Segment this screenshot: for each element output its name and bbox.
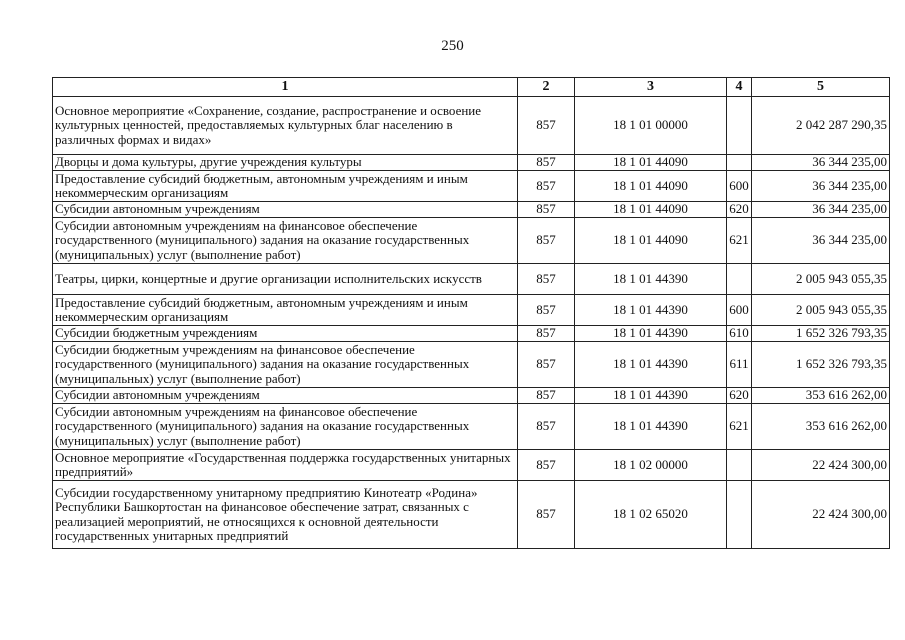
table-row — [53, 171, 890, 202]
header-col-3: 3 — [575, 78, 727, 97]
row-ved: 857 — [518, 155, 575, 171]
table-row — [53, 264, 890, 295]
row-ved: 857 — [518, 326, 575, 342]
row-amount: 1 652 326 793,35 — [752, 326, 890, 342]
row-csr: 18 1 01 44390 — [575, 342, 727, 388]
row-vr — [727, 264, 752, 295]
row-name: Субсидии бюджетным учреждениям — [53, 326, 518, 342]
row-vr: 600 — [727, 171, 752, 202]
row-name: Субсидии автономным учреждениям — [53, 388, 518, 404]
row-vr — [727, 97, 752, 155]
row-csr: 18 1 01 44390 — [575, 264, 727, 295]
row-csr: 18 1 01 44090 — [575, 171, 727, 202]
row-amount: 2 042 287 290,35 — [752, 97, 890, 155]
row-ved: 857 — [518, 404, 575, 450]
table-row — [53, 388, 890, 404]
row-csr: 18 1 01 44090 — [575, 218, 727, 264]
table-row — [53, 481, 890, 549]
row-amount: 2 005 943 055,35 — [752, 295, 890, 326]
row-csr: 18 1 01 44390 — [575, 326, 727, 342]
row-csr: 18 1 01 44090 — [575, 202, 727, 218]
row-vr — [727, 450, 752, 481]
row-ved: 857 — [518, 295, 575, 326]
row-csr: 18 1 02 00000 — [575, 450, 727, 481]
table-row — [53, 295, 890, 326]
row-vr: 611 — [727, 342, 752, 388]
row-vr — [727, 481, 752, 549]
row-csr: 18 1 01 44390 — [575, 404, 727, 450]
table-row — [53, 450, 890, 481]
row-name: Предоставление субсидий бюджетным, автономным учреждениям и иным некоммерческим организациям — [53, 295, 518, 326]
budget-table — [52, 77, 890, 549]
row-vr: 610 — [727, 326, 752, 342]
row-ved: 857 — [518, 481, 575, 549]
row-name: Субсидии государственному унитарному предприятию Кинотеатр «Родина» Республики Башкортостан на финансовое обеспечение затрат, связанных с реализацией мероприятий, не относящихся к основной деятельности государственных унитарных предприятий — [53, 481, 518, 549]
table-row — [53, 202, 890, 218]
row-ved: 857 — [518, 264, 575, 295]
row-ved: 857 — [518, 202, 575, 218]
row-amount: 36 344 235,00 — [752, 218, 890, 264]
row-csr: 18 1 01 00000 — [575, 97, 727, 155]
table-row — [53, 326, 890, 342]
row-name: Субсидии автономным учреждениям на финансовое обеспечение государственного (муниципального) задания на оказание государственных (муниципальных) услуг (выполнение работ) — [53, 218, 518, 264]
row-vr: 620 — [727, 202, 752, 218]
row-amount: 2 005 943 055,35 — [752, 264, 890, 295]
header-col-5: 5 — [752, 78, 890, 97]
row-csr: 18 1 02 65020 — [575, 481, 727, 549]
table-row — [53, 342, 890, 388]
row-csr: 18 1 01 44390 — [575, 388, 727, 404]
row-amount: 36 344 235,00 — [752, 202, 890, 218]
table-row — [53, 404, 890, 450]
table-row — [53, 218, 890, 264]
row-amount: 36 344 235,00 — [752, 155, 890, 171]
row-name: Театры, цирки, концертные и другие организации исполнительских искусств — [53, 264, 518, 295]
row-amount: 36 344 235,00 — [752, 171, 890, 202]
row-name: Основное мероприятие «Сохранение, создание, распространение и освоение культурных ценностей, предоставляемых культурных благ населению в различных формах и видах» — [53, 97, 518, 155]
row-name: Предоставление субсидий бюджетным, автономным учреждениям и иным некоммерческим организациям — [53, 171, 518, 202]
row-vr: 621 — [727, 218, 752, 264]
row-csr: 18 1 01 44390 — [575, 295, 727, 326]
header-col-4: 4 — [727, 78, 752, 97]
header-col-1: 1 — [53, 78, 518, 97]
row-name: Дворцы и дома культуры, другие учреждения культуры — [53, 155, 518, 171]
row-vr — [727, 155, 752, 171]
row-name: Субсидии бюджетным учреждениям на финансовое обеспечение государственного (муниципального) задания на оказание государственных (муниципальных) услуг (выполнение работ) — [53, 342, 518, 388]
row-ved: 857 — [518, 388, 575, 404]
row-name: Субсидии автономным учреждениям на финансовое обеспечение государственного (муниципального) задания на оказание государственных (муниципальных) услуг (выполнение работ) — [53, 404, 518, 450]
row-amount: 353 616 262,00 — [752, 388, 890, 404]
row-ved: 857 — [518, 450, 575, 481]
row-ved: 857 — [518, 171, 575, 202]
table-row — [53, 97, 890, 155]
row-name: Субсидии автономным учреждениям — [53, 202, 518, 218]
page-number: 250 — [441, 38, 464, 54]
row-amount: 22 424 300,00 — [752, 450, 890, 481]
table-header-row — [53, 78, 890, 97]
row-ved: 857 — [518, 218, 575, 264]
row-name: Основное мероприятие «Государственная поддержка государственных унитарных предприятий» — [53, 450, 518, 481]
row-amount: 1 652 326 793,35 — [752, 342, 890, 388]
row-vr: 620 — [727, 388, 752, 404]
row-vr: 621 — [727, 404, 752, 450]
table-row — [53, 155, 890, 171]
header-col-2: 2 — [518, 78, 575, 97]
row-amount: 353 616 262,00 — [752, 404, 890, 450]
row-amount: 22 424 300,00 — [752, 481, 890, 549]
row-vr: 600 — [727, 295, 752, 326]
row-ved: 857 — [518, 97, 575, 155]
row-ved: 857 — [518, 342, 575, 388]
row-csr: 18 1 01 44090 — [575, 155, 727, 171]
